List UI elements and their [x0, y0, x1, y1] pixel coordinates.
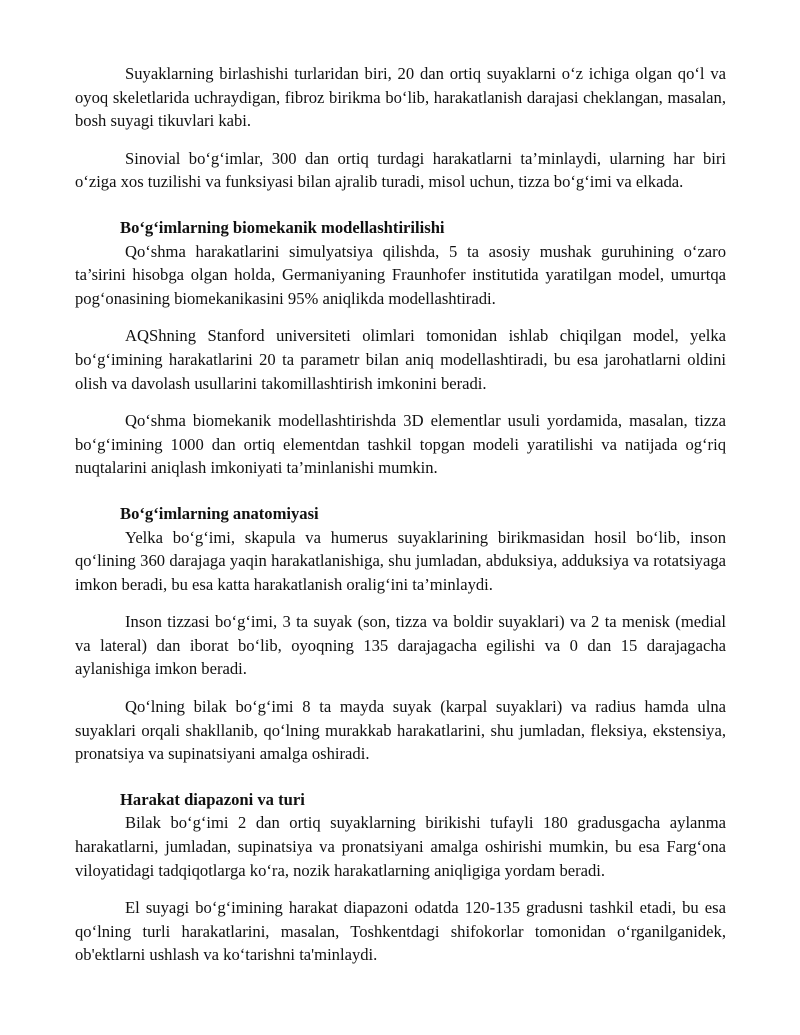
document-page [75, 62, 726, 967]
paragraph-synovial-joints: Sinovial bo‘g‘imlar, 300 dan ortiq turdagi harakatlarni ta’minlaydi, ularning har biri o‘ziga xos tuzilishi va funksiyasi bilan ajralib turadi, misol uchun, tizza bo‘g‘imi va elkada. [75, 148, 726, 192]
paragraph-knee-joint: Inson tizzasi bo‘g‘imi, 3 ta suyak (son, tizza va boldir suyaklari) va 2 ta menisk (medial va lateral) dan iborat bo‘lib, oyoqning 135 darajagacha egilishi va 0 dan 15 darajagacha aylanishiga imkon beradi. [75, 612, 726, 679]
paragraph-wrist-rotation: Bilak bo‘g‘imi 2 dan ortiq suyaklarning birikishi tufayli 180 gradusgacha aylanma harakatlarni, jumladan, supinatsiya va pronatsiyani amalga oshirishi mumkin, bu esa Farg‘ona viloyatidagi tadqiqotlarga ko‘ra, nozik harakatlarning aniqligiga yordam beradi. [75, 813, 726, 880]
paragraph-shoulder-joint: Yelka bo‘g‘imi, skapula va humerus suyaklarining birikmasidan hosil bo‘lib, inson qo‘lining 360 darajaga yaqin harakatlanishiga, shu jumladan, abduksiya, adduksiya va rotatsiyaga imkon beradi, bu esa katta harakatlanish oralig‘ini ta’minlaydi. [75, 527, 726, 594]
paragraph-3d-elements: Qo‘shma biomekanik modellashtirishda 3D elementlar usuli yordamida, masalan, tizza bo‘g‘imining 1000 dan ortiq elementdan tashkil topgan modeli yaratilishi va natijada og‘riq nuqtalarini aniqlash imkoniyati ta’minlanishi mumkin. [75, 411, 726, 478]
paragraph-wrist-joint: Qo‘lning bilak bo‘g‘imi 8 ta mayda suyak (karpal suyaklari) va radius hamda ulna suyaklari orqali shakllanib, qo‘lning murakkab harakatlarini, shu jumladan, fleksiya, ekstensiya, pronatsiya va supinatsiyani amalga oshiradi. [75, 697, 726, 764]
paragraph-fraunhofer-model: Qo‘shma harakatlarini simulyatsiya qilishda, 5 ta asosiy mushak guruhining o‘zaro ta’sirini hisobga olgan holda, Germaniyaning Fraunhofer institutida yaratilgan model, umurtqa pog‘onasining biomekanikasini 95% aniqlikda modellashtiradi. [75, 241, 726, 308]
heading-range-of-motion: Harakat diapazoni va turi [120, 789, 305, 809]
paragraph-elbow-range: El suyagi bo‘g‘imining harakat diapazoni odatda 120-135 gradusni tashkil etadi, bu esa qo‘lning turli harakatlarini, masalan, Toshkentdagi shifokorlar tomonidan o‘rganilganidek, ob'ektlarni ushlash va ko‘tarishni ta'minlaydi. [75, 898, 726, 965]
paragraph-stanford-model: AQShning Stanford universiteti olimlari tomonidan ishlab chiqilgan model, yelka bo‘g‘imining harakatlarini 20 ta parametr bilan aniq modellashtiradi, bu esa jarohatlarni oldini olish va davolash usullarini takomillashtirish imkonini beradi. [75, 326, 726, 393]
heading-joint-anatomy: Bo‘g‘imlarning anatomiyasi [120, 503, 319, 523]
paragraph-fibrous-joints: Suyaklarning birlashishi turlaridan biri, 20 dan ortiq suyaklarni o‘z ichiga olgan qo‘l va oyoq skeletlarida uchraydigan, fibroz birikma bo‘lib, harakatlanish darajasi cheklangan, masalan, bosh suyagi tikuvlari kabi. [75, 64, 726, 131]
heading-biomechanical-modeling: Bo‘g‘imlarning biomekanik modellashtirilishi [120, 217, 445, 237]
